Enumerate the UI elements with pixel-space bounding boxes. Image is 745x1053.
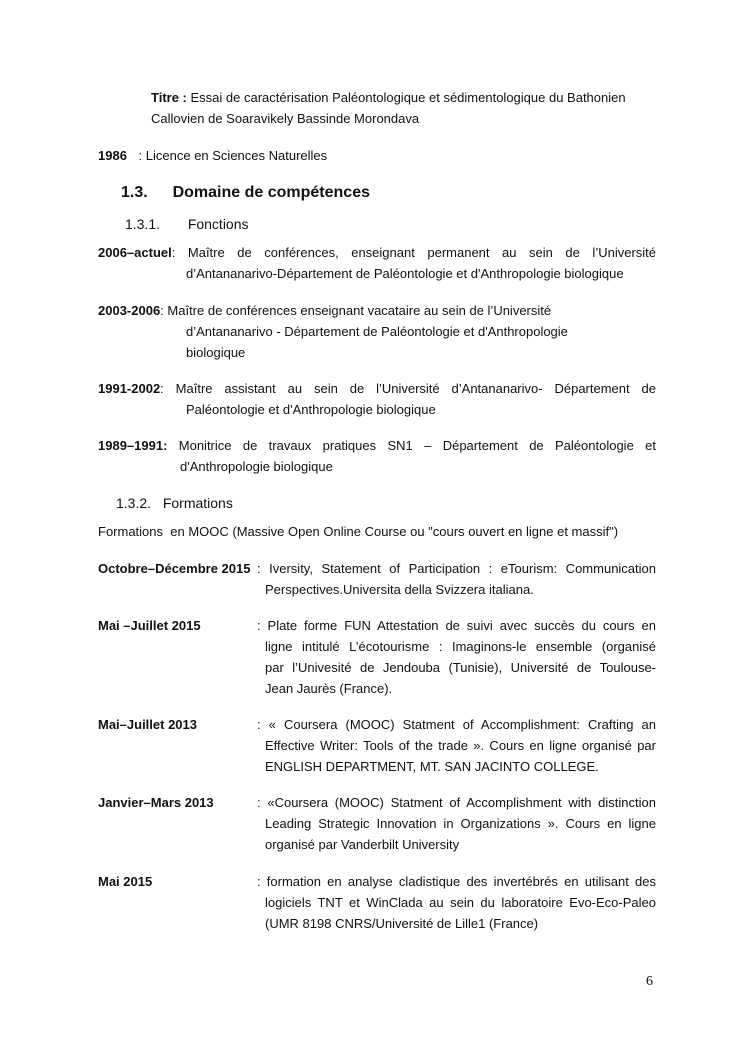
fonction-line: : Maître assistant au sein de l’Université d’Antananarivo- Département de [160, 381, 656, 396]
formation-line: : formation en analyse cladistique des invertébrés en utilisant des [257, 874, 656, 889]
fonction-line: : Maître de conférences, enseignant permanent au sein de l’Université [171, 245, 656, 260]
fonction-line: Paléontologie et d'Anthropologie biologique [186, 402, 436, 417]
section-heading [121, 183, 370, 203]
formation-line: : « Coursera (MOOC) Statment of Accomplishment: Crafting an [257, 717, 656, 732]
subsection-fonctions-title: Fonctions [187, 216, 249, 232]
fonction-period: 1989–1991: [98, 438, 168, 453]
formation-line: organisé par Vanderbilt University [265, 837, 460, 852]
formation-details [265, 737, 656, 755]
fonction-line: d’Antananarivo - Département de Paléontologie et d'Anthropologie [186, 324, 568, 339]
fonction-entry [98, 380, 656, 398]
fonction-entry [98, 244, 656, 262]
formation-details [257, 617, 656, 635]
subsection-fonctions-heading [125, 215, 249, 234]
formation-line: Perspectives.Universita della Svizzera italiana. [265, 582, 534, 597]
fonction-entry [98, 302, 551, 320]
section-title: Domaine de compétences [172, 184, 370, 201]
formation-line: Effective Writer: Tools of the trade ». Cours en ligne organisé par [265, 738, 656, 753]
formation-details [257, 873, 656, 891]
fonction-line: d’Antananarivo-Département de Paléontologie et d'Anthropologie biologique [186, 266, 624, 281]
fonction-entry [98, 437, 656, 455]
formation-line: Leading Strategic Innovation in Organizations ». Cours en ligne [265, 816, 656, 831]
formation-details [265, 815, 656, 833]
formation-line: (UMR 8198 CNRS/Université de Lille1 (France) [265, 916, 539, 931]
subsection-fonctions-number: 1.3.1. [125, 216, 161, 232]
formation-details [265, 659, 656, 677]
subsection-formations-heading [116, 494, 233, 513]
formation-line: : Iversity, Statement of Participation : eTourism: Communication [257, 561, 656, 576]
formation-details [257, 716, 656, 734]
formation-period: Mai 2015 [98, 874, 153, 889]
formation-period: Mai–Juillet 2013 [98, 717, 197, 732]
thesis-text-1: Essai de caractérisation Paléontologique et sédimentologique du Bathonien [190, 90, 626, 105]
formation-details [265, 894, 656, 912]
fonction-line: Monitrice de travaux pratiques SN1 – Département de Paléontologie et [178, 438, 656, 453]
formation-details [257, 794, 656, 812]
formation-line: par l’Univesité de Jendouba (Tunisie), Université de Toulouse- [265, 660, 656, 675]
fonction-line: d'Anthropologie biologique [180, 459, 333, 474]
page-number: 6 [646, 974, 653, 989]
formation-line: Jean Jaurès (France). [265, 681, 393, 696]
formation-period: Mai –Juillet 2015 [98, 618, 201, 633]
thesis-title-line-1 [151, 89, 626, 107]
fonction-period: 1991-2002 [98, 381, 161, 396]
formations-intro: Formations en MOOC (Massive Open Online Course ou "cours ouvert en ligne et massif") [98, 524, 619, 539]
subsection-formations-title: Formations [162, 495, 233, 511]
formation-line: ligne intitulé L’écotourisme : Imaginons-le ensemble (organisé [265, 639, 656, 654]
formation-line: : Plate forme FUN Attestation de suivi avec succès du cours en [257, 618, 656, 633]
fonction-period: 2006–actuel [98, 245, 172, 260]
section-number: 1.3. [121, 184, 148, 201]
formation-details [265, 638, 656, 656]
formation-details [257, 560, 656, 578]
formation-line: : «Coursera (MOOC) Statment of Accomplishment with distinction [257, 795, 656, 810]
subsection-formations-number: 1.3.2. [116, 495, 152, 511]
degree-entry [98, 147, 327, 165]
fonction-period: 2003-2006 [98, 303, 161, 318]
formation-period: Janvier–Mars 2013 [98, 795, 214, 810]
formation-period: Octobre–Décembre 2015 [98, 561, 251, 576]
fonction-line: biologique [186, 345, 246, 360]
thesis-text-2: Callovien de Soaravikely Bassinde Morondava [151, 111, 420, 126]
degree-year: 1986 [98, 148, 127, 163]
formation-line: ENGLISH DEPARTMENT, MT. SAN JACINTO COLLEGE. [265, 759, 599, 774]
thesis-label: Titre : [151, 90, 187, 105]
degree-text: : Licence en Sciences Naturelles [138, 148, 328, 163]
formation-line: logiciels TNT et WinClada au sein du laboratoire Evo-Eco-Paleo [265, 895, 656, 910]
fonction-line: : Maître de conférences enseignant vacataire au sein de l’Université [160, 303, 552, 318]
